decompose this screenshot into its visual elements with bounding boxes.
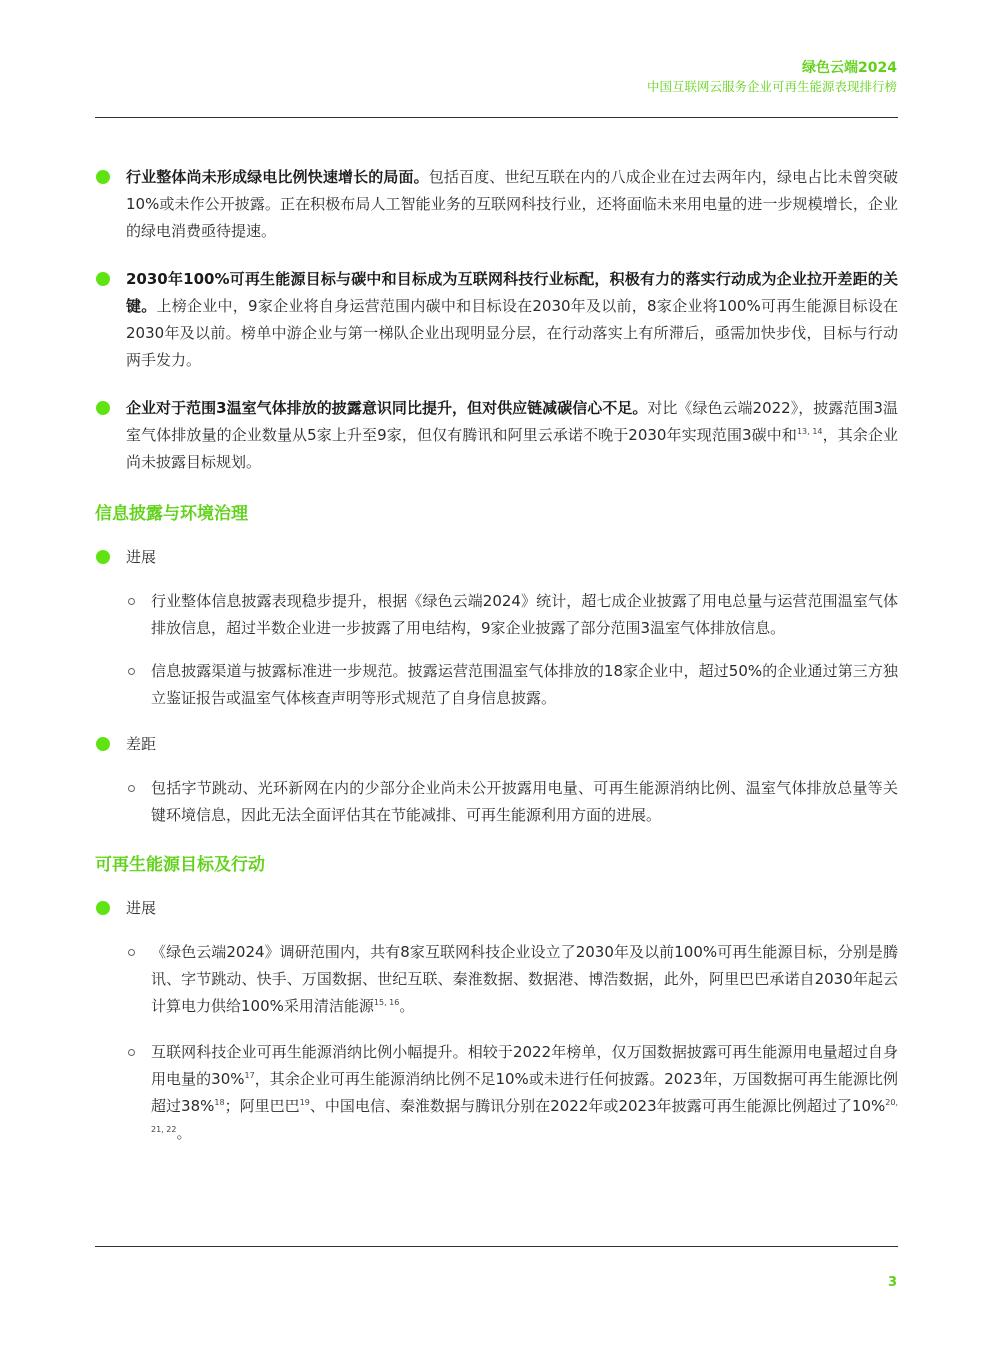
hollow-circle-icon xyxy=(128,668,135,675)
finding-bullet xyxy=(95,266,898,374)
finding-lead: 企业对于范围3温室气体排放的披露意识同比提升，但对供应链减碳信心不足。 xyxy=(126,399,648,417)
finding-body: 对比《绿色云端2022》，披露范围3温室气体排放量的企业数量从5家上升至9家，但仅有腾讯和阿里云承诺不晚于2030年实现范围3碳中和 xyxy=(126,399,898,444)
finding-body: 上榜企业中，9家企业将自身运营范围内碳中和目标设在2030年及以前，8家企业将100%可再生能源目标设在2030年及以前。榜单中游企业与第一梯队企业出现明显分层，在行动落实上有所滞后，亟需加快步伐，目标与行动两手发力。 xyxy=(126,297,898,369)
gap-label xyxy=(95,731,898,758)
hollow-circle-icon xyxy=(128,785,135,792)
finding-body: 包括百度、世纪互联在内的八成企业在过去两年内，绿电占比未曾突破10%或未作公开披露。正在积极布局人工智能业务的互联网科技行业，还将面临未来用电量的进一步规模增长，企业的绿电消费亟待提速。 xyxy=(126,168,898,240)
report-subtitle: 中国互联网云服务企业可再生能源表现排行榜 xyxy=(646,79,897,94)
page-header xyxy=(647,58,897,96)
green-dot-icon xyxy=(96,550,110,564)
sub-item-text: ；阿里巴巴 xyxy=(224,1097,300,1115)
footnote-ref: 19 xyxy=(299,1098,310,1107)
sub-item xyxy=(95,939,898,1020)
sub-item-text: 互联网科技企业可再生能源消纳比例小幅提升。相较于2022年榜单，仅万国数据披露可再生能源用电量超过自身用电量的30% xyxy=(151,1043,898,1088)
sub-item xyxy=(95,658,898,712)
footnote-ref: 13, 14 xyxy=(796,427,823,436)
green-dot-icon xyxy=(96,401,110,415)
footnote-ref: 20, 21, 22 xyxy=(151,1098,898,1134)
hollow-circle-icon xyxy=(128,598,135,605)
finding-lead: 行业整体尚未形成绿电比例快速增长的局面。 xyxy=(126,168,429,186)
sub-item-text: 《绿色云端2024》调研范围内，共有8家互联网科技企业设立了2030年及以前100%可再生能源目标，分别是腾讯、字节跳动、快手、万国数据、世纪互联、秦淮数据、数据港、博浩数据，此外，阿里巴巴承诺自2030年起云计算电力供给100%采用清洁能源 xyxy=(151,943,898,1015)
footnote-ref: 18 xyxy=(214,1098,225,1107)
header-divider xyxy=(95,117,898,118)
finding-bullet xyxy=(95,395,898,476)
finding-tail: ，其余企业尚未披露目标规划。 xyxy=(126,426,898,471)
finding-bullet xyxy=(95,164,898,245)
footnote-ref: 17 xyxy=(244,1071,255,1080)
sub-item-text: 包括字节跳动、光环新网在内的少部分企业尚未公开披露用电量、可再生能源消纳比例、温室气体排放总量等关键环境信息，因此无法全面评估其在节能减排、可再生能源利用方面的进展。 xyxy=(151,779,898,824)
progress-label xyxy=(95,544,898,571)
label-text: 进展 xyxy=(126,899,157,917)
label-text: 差距 xyxy=(126,735,157,753)
green-dot-icon xyxy=(96,901,110,915)
footnote-ref: 15, 16 xyxy=(373,998,400,1007)
sub-item-text: ，其余企业可再生能源消纳比例不足10%或未进行任何披露。2023年，万国数据可再生能源比例超过38% xyxy=(151,1070,898,1115)
section-heading: 可再生能源目标及行动 xyxy=(95,855,265,875)
sub-item-tail: 。 xyxy=(176,1124,192,1142)
sub-item xyxy=(95,588,898,642)
green-dot-icon xyxy=(96,737,110,751)
label-text: 进展 xyxy=(126,548,157,566)
hollow-circle-icon xyxy=(128,1049,135,1056)
sub-item xyxy=(95,1039,898,1147)
main-content xyxy=(95,164,898,1163)
finding-lead: 2030年100%可再生能源目标与碳中和目标成为互联网科技行业标配，积极有力的落实行动成为企业拉开差距的关键。 xyxy=(126,270,898,315)
footer-divider xyxy=(95,1246,898,1247)
sub-item-tail: 。 xyxy=(399,997,415,1015)
hollow-circle-icon xyxy=(128,949,135,956)
sub-item-text: 信息披露渠道与披露标准进一步规范。披露运营范围温室气体排放的18家企业中，超过50%的企业通过第三方独立鉴证报告或温室气体核查声明等形式规范了自身信息披露。 xyxy=(151,662,898,707)
progress-label xyxy=(95,895,898,922)
sub-item-text: 、中国电信、秦淮数据与腾讯分别在2022年或2023年披露可再生能源比例超过了10% xyxy=(309,1097,886,1115)
page-number: 3 xyxy=(887,1275,897,1290)
section-heading: 信息披露与环境治理 xyxy=(95,504,248,524)
green-dot-icon xyxy=(96,170,110,184)
report-brand: 绿色云端2024 xyxy=(802,60,897,76)
green-dot-icon xyxy=(96,272,110,286)
sub-item-text: 行业整体信息披露表现稳步提升，根据《绿色云端2024》统计，超七成企业披露了用电总量与运营范围温室气体排放信息，超过半数企业进一步披露了用电结构，9家企业披露了部分范围3温室气体排放信息。 xyxy=(151,592,898,637)
sub-item xyxy=(95,775,898,829)
